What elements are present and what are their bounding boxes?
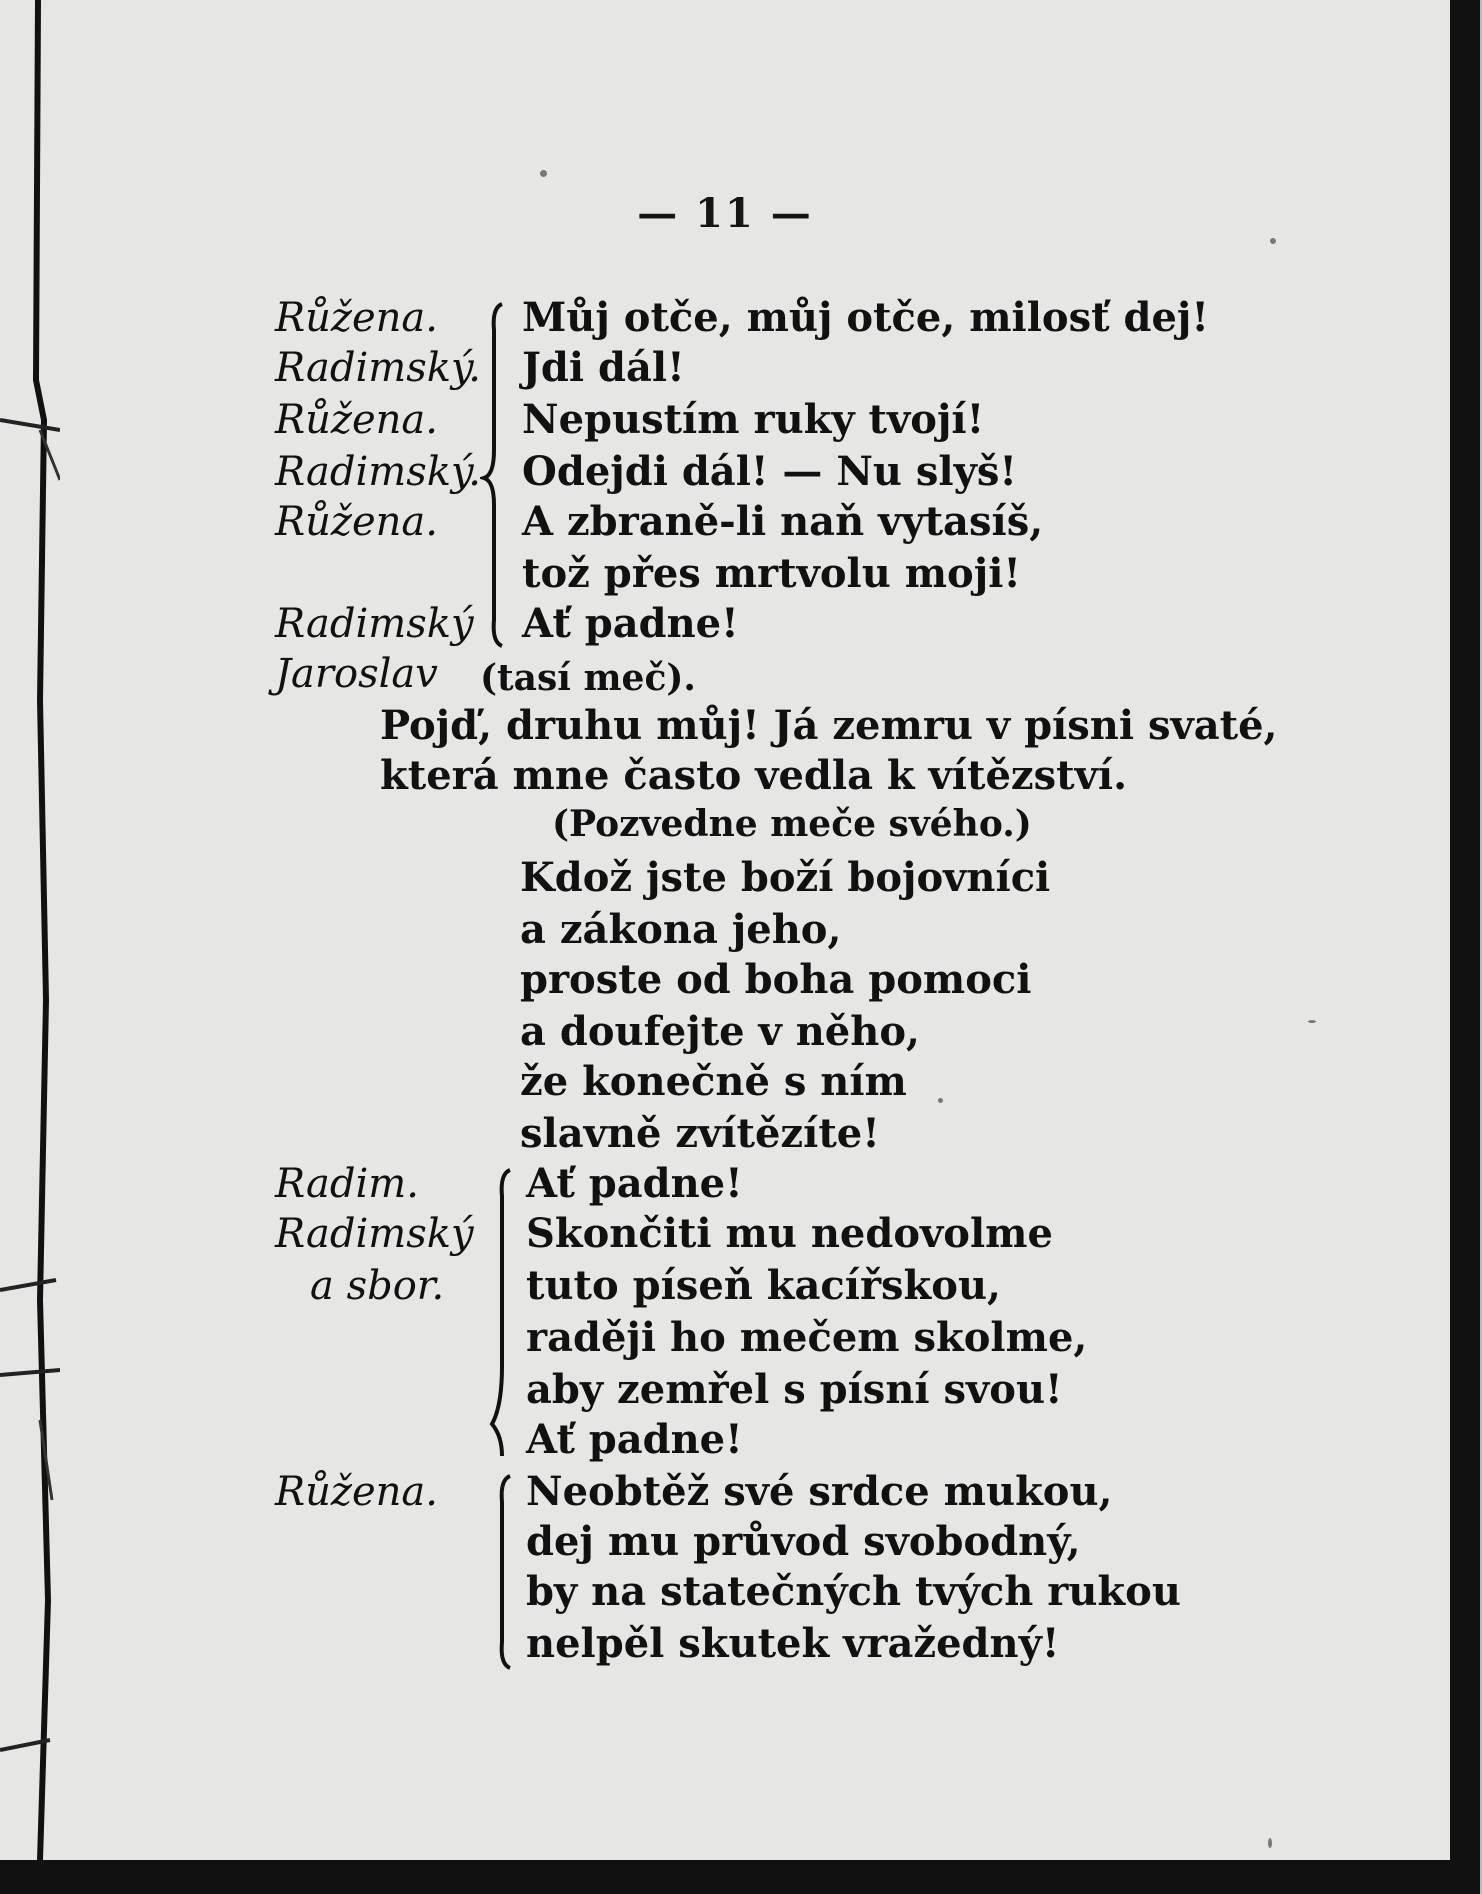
verse-line: Pojď, druhu můj! Já zemru v písni svaté, xyxy=(380,702,1278,749)
speaker-jaroslav: Jaroslav xyxy=(275,651,438,697)
paper-speck xyxy=(938,1098,943,1103)
verse-line: Jdi dál! xyxy=(522,344,685,391)
speaker-ruzena: Růžena. xyxy=(275,499,438,545)
paper-speck xyxy=(1268,1838,1272,1848)
speaker-ruzena: Růžena. xyxy=(275,1469,438,1515)
speaker-chorus: a sbor. xyxy=(310,1263,445,1309)
verse-line: Ať padne! xyxy=(526,1416,743,1463)
verse-line: Ať padne! xyxy=(526,1160,743,1207)
verse-line: Neobtěž své srdce mukou, xyxy=(526,1468,1113,1515)
brace-bracket xyxy=(488,1472,518,1672)
speaker-radimsky: Radimský. xyxy=(275,345,481,391)
paper-speck xyxy=(1270,238,1276,244)
verse-line: dej mu průvod svobodný, xyxy=(526,1518,1081,1565)
verse-line: Skončiti mu nedovolme xyxy=(526,1210,1053,1257)
verse-line: že konečně s ním xyxy=(520,1058,907,1105)
verse-line: raději ho mečem skolme, xyxy=(526,1314,1088,1361)
paper-speck xyxy=(1308,1020,1316,1023)
verse-line: která mne často vedla k vítězství. xyxy=(380,752,1127,799)
stage-direction: (tasí meč). xyxy=(480,657,696,699)
speaker-radimsky: Radimský xyxy=(275,601,474,647)
verse-line: proste od boha pomoci xyxy=(520,956,1032,1003)
verse-line: A zbraně-li naň vytasíš, xyxy=(522,498,1044,545)
speaker-radimsky: Radimský xyxy=(275,1211,474,1257)
speaker-radim: Radim. xyxy=(275,1161,419,1207)
verse-line: slavně zvítězíte! xyxy=(520,1110,880,1157)
verse-line: by na statečných tvých rukou xyxy=(526,1568,1181,1615)
verse-line: tuto píseň kacířskou, xyxy=(526,1262,1001,1309)
verse-line: nelpěl skutek vražedný! xyxy=(526,1620,1060,1667)
paper-speck xyxy=(540,170,547,177)
speaker-ruzena: Růžena. xyxy=(275,295,438,341)
verse-line: Ať padne! xyxy=(522,600,739,647)
verse-line: Můj otče, můj otče, milosť dej! xyxy=(522,294,1209,341)
verse-line: Nepustím ruky tvojí! xyxy=(522,396,985,443)
verse-line: a zákona jeho, xyxy=(520,906,842,953)
verse-line: aby zemřel s písní svou! xyxy=(526,1366,1063,1413)
brace-bracket xyxy=(480,300,510,650)
verse-line: a doufejte v něho, xyxy=(520,1008,920,1055)
verse-line: Odejdi dál! — Nu slyš! xyxy=(522,448,1017,495)
speaker-ruzena: Růžena. xyxy=(275,397,438,443)
stage-direction: (Pozvedne meče svého.) xyxy=(552,803,1032,845)
verse-line: Kdož jste boží bojovníci xyxy=(520,854,1051,901)
brace-bracket xyxy=(488,1166,518,1466)
binding-spine xyxy=(0,0,60,1860)
speaker-radimsky: Radimský. xyxy=(275,449,481,495)
verse-line: tož přes mrtvolu moji! xyxy=(522,550,1021,597)
page-number: — 11 — xyxy=(637,190,813,237)
